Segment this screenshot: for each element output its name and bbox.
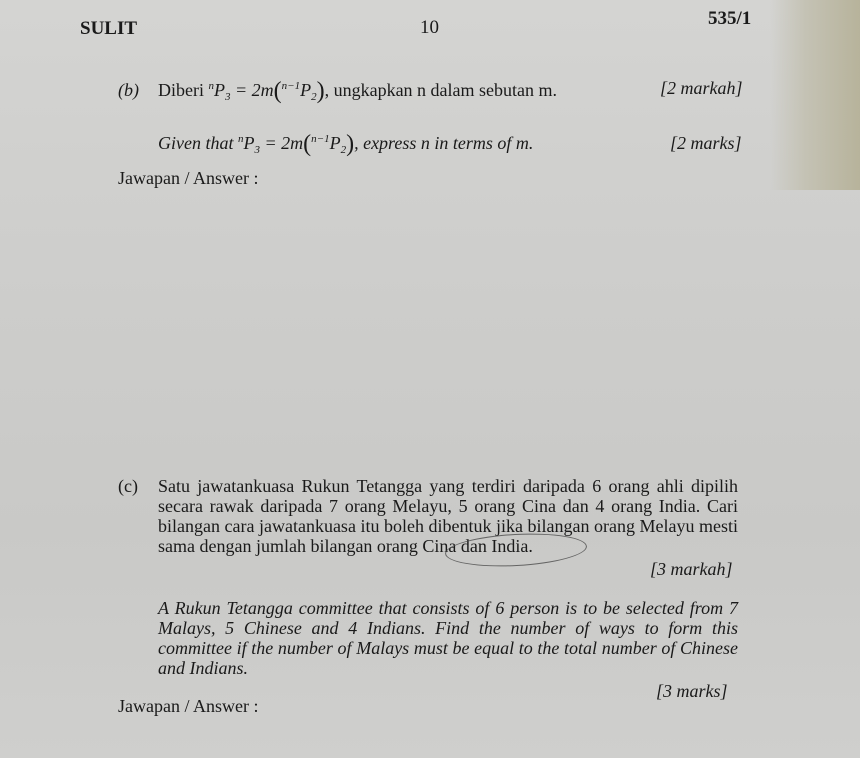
question-b-malay bbox=[158, 78, 557, 105]
header-sulit: SULIT bbox=[80, 18, 138, 39]
header-paper-code: 535/1 bbox=[708, 8, 752, 29]
question-c-english-marks: [3 marks] bbox=[656, 681, 728, 701]
question-b-english bbox=[158, 131, 533, 158]
question-c-label: (c) bbox=[118, 476, 138, 496]
question-b-malay-formula: $^nP_3 = 2m(^{n-1}P_2)$ bbox=[208, 78, 325, 104]
question-c-malay-text: Satu jawatankuasa Rukun Tetangga yang terdiri daripada 6 orang ahli dipilih secara rawak daripada 7 orang Melayu, 5 orang Cina dan 4 orang India. Cari bilangan cara jawatankuasa itu boleh dibentuk jika bilangan orang Melayu mesti sama dengan jumlah bilangan orang Cina dan India. bbox=[158, 476, 738, 556]
question-b-english-formula: $^nP_3 = 2m(^{n-1}P_2)$ bbox=[237, 131, 355, 157]
page-edge-shadow bbox=[770, 0, 860, 190]
question-b-english-marks: [2 marks] bbox=[670, 133, 742, 153]
question-b-malay-marks: [2 markah] bbox=[660, 78, 743, 98]
question-b-label: (b) bbox=[118, 80, 139, 100]
question-c-answer-label: Jawapan / Answer : bbox=[118, 696, 259, 716]
question-b-malay-suffix: , ungkapkan n dalam sebutan m. bbox=[324, 80, 558, 100]
question-b-answer-label: Jawapan / Answer : bbox=[118, 168, 259, 188]
header-page-number: 10 bbox=[420, 17, 439, 38]
question-c-english-text: A Rukun Tetangga committee that consists of 6 person is to be selected from 7 Malays, 5 Chinese and 4 Indians. Find the number of ways to form this committee if the number of Malays must be equal to the total number of Chinese and Indians. bbox=[158, 598, 738, 678]
question-b-english-suffix: , express n in terms of m. bbox=[354, 133, 534, 153]
question-c-malay-marks: [3 markah] bbox=[650, 559, 733, 579]
question-b-malay-prefix: Diberi bbox=[158, 80, 204, 100]
question-b-english-prefix: Given that bbox=[158, 133, 234, 153]
